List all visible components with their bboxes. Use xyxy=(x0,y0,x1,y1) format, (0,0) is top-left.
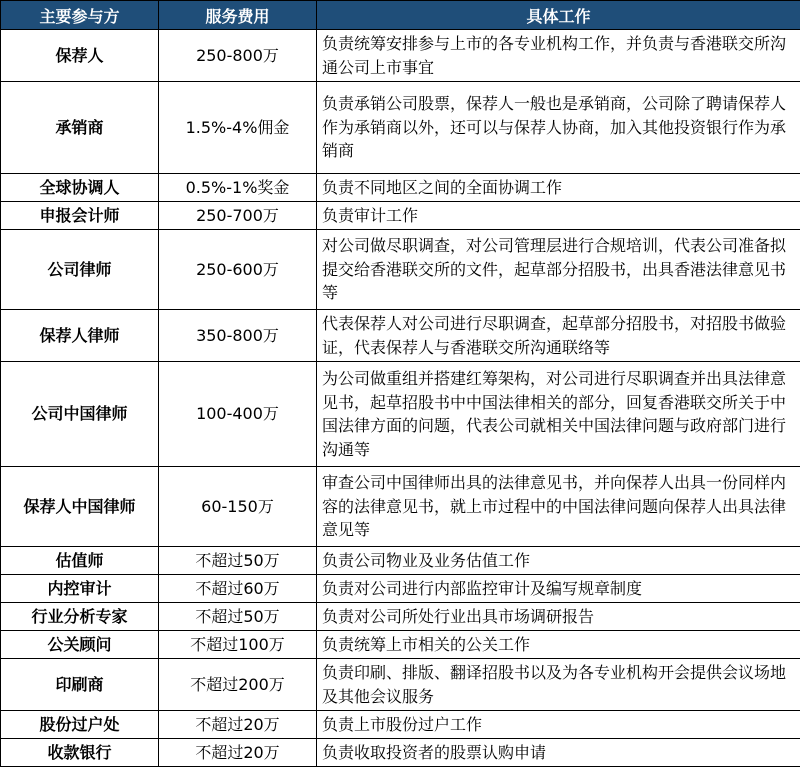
work-cell: 对公司做尽职调查，对公司管理层进行合规培训，代表公司准备拟提交给香港联交所的文件，起草部分招股书，出具香港法律意见书等 xyxy=(317,230,800,310)
fee-cell: 不超过50万 xyxy=(159,547,317,575)
participant-cell: 申报会计师 xyxy=(1,202,159,230)
work-cell: 负责上市股份过户工作 xyxy=(317,711,800,739)
work-cell: 负责对公司所处行业出具市场调研报告 xyxy=(317,603,800,631)
table-row xyxy=(1,202,800,230)
table-row xyxy=(1,631,800,659)
header-participant: 主要参与方 xyxy=(1,1,159,30)
participant-cell: 印刷商 xyxy=(1,659,159,711)
header-work: 具体工作 xyxy=(317,1,800,30)
fee-cell: 不超过20万 xyxy=(159,739,317,767)
fee-cell: 350-800万 xyxy=(159,310,317,362)
work-cell: 审查公司中国律师出具的法律意见书，并向保荐人出具一份同样内容的法律意见书，就上市过程中的中国法律问题向保荐人出具法律意见等 xyxy=(317,467,800,547)
fee-cell: 250-600万 xyxy=(159,230,317,310)
participant-cell: 行业分析专家 xyxy=(1,603,159,631)
participant-cell: 公司中国律师 xyxy=(1,362,159,467)
participant-cell: 股份过户处 xyxy=(1,711,159,739)
fee-cell: 100-400万 xyxy=(159,362,317,467)
header-fee: 服务费用 xyxy=(159,1,317,30)
participant-cell: 保荐人律师 xyxy=(1,310,159,362)
work-cell: 负责统筹上市相关的公关工作 xyxy=(317,631,800,659)
participant-cell: 保荐人 xyxy=(1,30,159,82)
fee-cell: 250-800万 xyxy=(159,30,317,82)
participant-cell: 保荐人中国律师 xyxy=(1,467,159,547)
work-cell: 负责不同地区之间的全面协调工作 xyxy=(317,174,800,202)
table-row xyxy=(1,174,800,202)
fee-cell: 60-150万 xyxy=(159,467,317,547)
work-cell: 负责统筹安排参与上市的各专业机构工作，并负责与香港联交所沟通公司上市事宜 xyxy=(317,30,800,82)
fee-cell: 不超过60万 xyxy=(159,575,317,603)
work-cell: 负责审计工作 xyxy=(317,202,800,230)
participant-cell: 公司律师 xyxy=(1,230,159,310)
table-row xyxy=(1,362,800,467)
work-cell: 负责承销公司股票，保荐人一般也是承销商，公司除了聘请保荐人作为承销商以外，还可以与保荐人协商，加入其他投资银行作为承销商 xyxy=(317,82,800,174)
work-cell: 负责收取投资者的股票认购申请 xyxy=(317,739,800,767)
participant-cell: 内控审计 xyxy=(1,575,159,603)
table-row xyxy=(1,230,800,310)
fee-cell: 0.5%-1%奖金 xyxy=(159,174,317,202)
table-row xyxy=(1,310,800,362)
work-cell: 负责印刷、排版、翻译招股书以及为各专业机构开会提供会议场地及其他会议服务 xyxy=(317,659,800,711)
work-cell: 负责对公司进行内部监控审计及编写规章制度 xyxy=(317,575,800,603)
table-row xyxy=(1,467,800,547)
table-row xyxy=(1,82,800,174)
work-cell: 负责公司物业及业务估值工作 xyxy=(317,547,800,575)
participant-cell: 收款银行 xyxy=(1,739,159,767)
fee-cell: 不超过50万 xyxy=(159,603,317,631)
fee-cell: 不超过200万 xyxy=(159,659,317,711)
table-row xyxy=(1,739,800,767)
table-row xyxy=(1,30,800,82)
participant-cell: 全球协调人 xyxy=(1,174,159,202)
table-row xyxy=(1,575,800,603)
participant-cell: 公关顾问 xyxy=(1,631,159,659)
participant-cell: 承销商 xyxy=(1,82,159,174)
work-cell: 代表保荐人对公司进行尽职调查，起草部分招股书，对招股书做验证，代表保荐人与香港联交所沟通联络等 xyxy=(317,310,800,362)
fee-cell: 1.5%-4%佣金 xyxy=(159,82,317,174)
table-row xyxy=(1,711,800,739)
table-row xyxy=(1,603,800,631)
fee-cell: 不超过100万 xyxy=(159,631,317,659)
header-row xyxy=(1,1,800,30)
table-row xyxy=(1,547,800,575)
participant-cell: 估值师 xyxy=(1,547,159,575)
fee-cell: 250-700万 xyxy=(159,202,317,230)
fee-cell: 不超过20万 xyxy=(159,711,317,739)
work-cell: 为公司做重组并搭建红筹架构，对公司进行尽职调查并出具法律意见书，起草招股书中中国法律相关的部分，回复香港联交所关于中国法律方面的问题，代表公司就相关中国法律问题与政府部门进行沟通等 xyxy=(317,362,800,467)
table-row xyxy=(1,659,800,711)
